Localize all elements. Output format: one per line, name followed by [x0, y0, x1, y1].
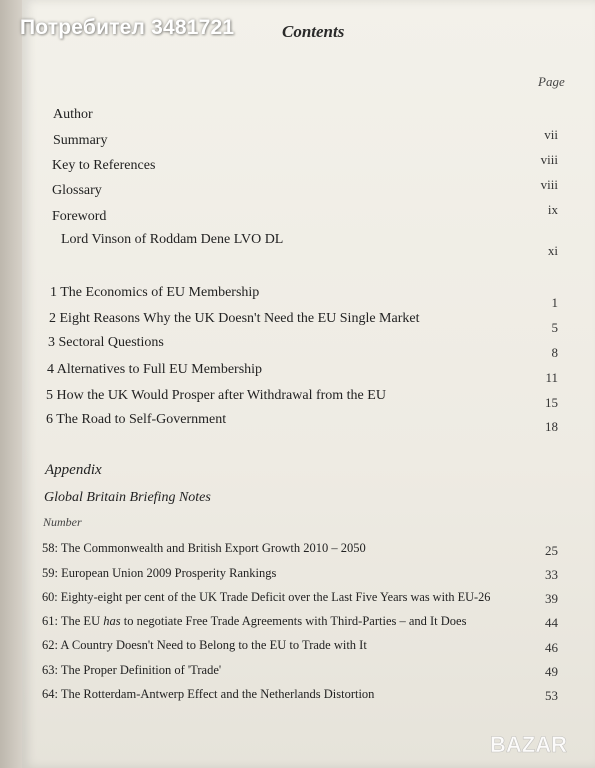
toc-summary-page: vii [544, 127, 558, 142]
note-61-emphasis: has [103, 614, 121, 628]
note-61-prefix: 61: The EU [42, 614, 104, 628]
toc-chapter-6: 6 The Road to Self-Government [46, 412, 227, 427]
page-title: Contents [282, 22, 345, 41]
toc-key-references: Key to References [52, 158, 156, 173]
toc-chapter-5: 5 How the UK Would Prosper after Withdrawal from the EU [46, 388, 386, 403]
toc-chapter-1-page: 1 [551, 295, 558, 310]
appendix-heading: Appendix [45, 462, 102, 478]
book-spine-shadow [0, 0, 22, 768]
toc-chapter-5-page: 15 [545, 395, 558, 410]
note-63: 63: The Proper Definition of 'Trade' [42, 663, 222, 677]
note-60: 60: Eighty-eight per cent of the UK Trade Deficit over the Last Five Years was with EU-26 [42, 590, 491, 604]
toc-glossary: Glossary [52, 183, 102, 198]
toc-glossary-page: viii [540, 177, 558, 192]
bazar-logo [488, 726, 584, 760]
note-58: 58: The Commonwealth and British Export Growth 2010 – 2050 [42, 541, 366, 555]
note-59-page: 33 [545, 567, 558, 582]
toc-foreword-author-page: xi [547, 243, 558, 258]
appendix-number-label: Number [43, 515, 82, 529]
note-61 [42, 614, 466, 629]
toc-chapter-2: 2 Eight Reasons Why the UK Doesn't Need the EU Single Market [49, 311, 420, 326]
appendix-subheading: Global Britain Briefing Notes [44, 490, 211, 505]
note-64: 64: The Rotterdam-Antwerp Effect and the Netherlands Distortion [42, 687, 375, 701]
toc-summary: Summary [53, 133, 108, 148]
toc-foreword: Foreword [52, 209, 107, 224]
note-61-suffix: to negotiate Free Trade Agreements with Third-Parties – and It Does [120, 614, 467, 628]
note-62: 62: A Country Doesn't Need to Belong to the EU to Trade with It [42, 638, 367, 652]
note-60-page: 39 [545, 591, 558, 606]
toc-chapter-6-page: 18 [545, 419, 558, 434]
toc-chapter-2-page: 5 [551, 320, 558, 335]
toc-author: Author [53, 107, 93, 122]
note-59: 59: European Union 2009 Prosperity Rankings [42, 566, 277, 580]
note-62-page: 46 [545, 640, 558, 655]
toc-chapter-4-page: 11 [545, 370, 558, 385]
toc-foreword-page: ix [547, 202, 558, 217]
toc-chapter-1: 1 The Economics of EU Membership [50, 285, 260, 300]
toc-chapter-3-page: 8 [551, 345, 558, 360]
note-61-page: 44 [545, 615, 558, 630]
toc-foreword-author: Lord Vinson of Roddam Dene LVO DL [61, 232, 284, 247]
note-63-page: 49 [545, 664, 558, 679]
note-64-page: 53 [545, 688, 558, 703]
note-58-page: 25 [545, 543, 558, 558]
toc-key-references-page: viii [540, 152, 558, 167]
bazar-logo-text: BAZAR [490, 732, 567, 757]
user-watermark: Потребител 3481721 [20, 16, 235, 39]
page-column-label: Page [538, 74, 565, 89]
toc-chapter-3: 3 Sectoral Questions [48, 335, 164, 350]
toc-chapter-4: 4 Alternatives to Full EU Membership [47, 362, 263, 377]
